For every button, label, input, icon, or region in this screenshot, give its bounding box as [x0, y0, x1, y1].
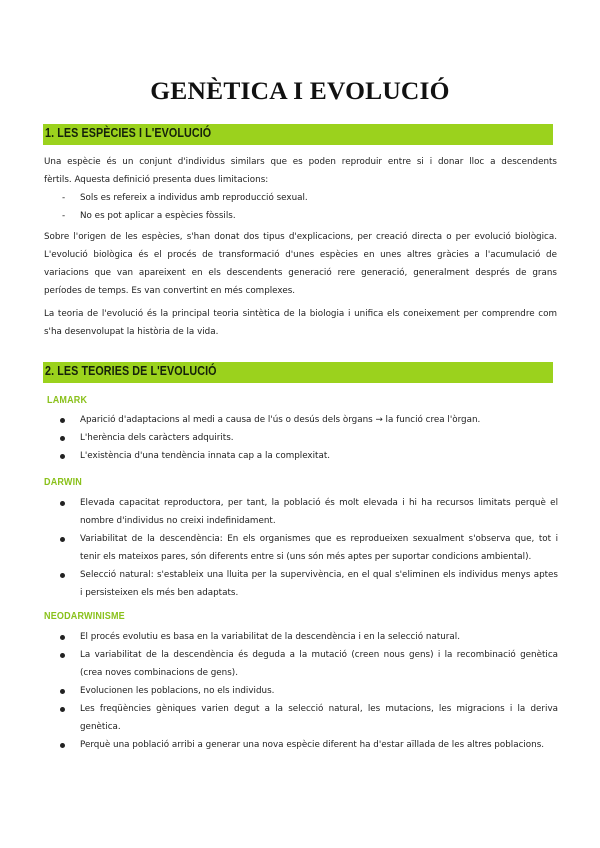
neodarwinisme-bullet-item: [58, 736, 558, 754]
bullet-icon: [60, 653, 65, 658]
dash-marker: -: [62, 211, 66, 221]
page-title: GENÈTICA I EVOLUCIÓ: [150, 76, 450, 105]
bullet-text-line-1: La variabilitat de la descendència és deguda a la mutació (creen nous gens) i la recombinació genètica: [80, 650, 558, 660]
section-1-paragraph-1-line-2: fèrtils. Aquesta definició presenta dues limitacions:: [44, 175, 269, 185]
section-1-paragraph-3-line-1: La teoria de l'evolució és la principal teoria sintètica de la biologia i unifica els coneixement per comprendre com: [44, 309, 557, 319]
bullet-text: El procés evolutiu es basa en la variabilitat de la descendència i en la selecció natural.: [80, 632, 460, 642]
darwin-subheading: DARWIN: [44, 476, 82, 488]
bullet-icon: [60, 573, 65, 578]
bullet-text: Aparició d'adaptacions al medi a causa de l'ús o desús dels òrgans → la funció crea l'òrgan.: [80, 415, 481, 425]
dash-item-text: Sols es refereix a individus amb reproducció sexual.: [80, 193, 308, 203]
neodarwinisme-bullet-item: [58, 700, 558, 736]
neodarwinisme-subheading: NEODARWINISME: [44, 610, 125, 622]
section-1-paragraph-2-line-4: períodes de temps. Es van convertint en més complexes.: [44, 286, 296, 296]
section-1-paragraph-3-line-2: s'ha desenvolupat la història de la vida.: [44, 327, 219, 337]
bullet-icon: [60, 454, 65, 459]
bullet-text-line-2: genètica.: [80, 722, 121, 732]
section-1-paragraph-2-line-3: variacions que van apareixent en els descendents generació rere generació, generalment després de grans: [44, 268, 557, 278]
lamark-subheading: LAMARK: [47, 394, 88, 406]
lamark-bullet-item: [58, 429, 558, 447]
section-1-paragraph-2-line-2: L'evolució biològica és el procés de transformació d'unes espècies en unes altres gràcies a l'acumulació de: [44, 250, 557, 260]
section-1-heading: 1. LES ESPÈCIES I L'EVOLUCIÓ: [45, 126, 212, 140]
bullet-icon: [60, 635, 65, 640]
section-1-heading-bar: [43, 124, 553, 145]
bullet-text-line-2: tenir els mateixos pares, són diferents entre si (uns són més aptes per suportar condicions ambiental).: [80, 552, 532, 562]
bullet-text-line-2: (crea noves combinacions de gens).: [80, 668, 238, 678]
darwin-bullet-item: [58, 494, 558, 530]
bullet-icon: [60, 707, 65, 712]
bullet-text-line-1: Variabilitat de la descendència: En els organismes que es reprodueixen sexualment s'observa que, tot i: [80, 534, 558, 544]
neodarwinisme-bullet-item: [58, 646, 558, 682]
section-2-heading-bar: [43, 362, 553, 383]
bullet-text-line-2: nombre d'individus no creixi indefinidament.: [80, 516, 276, 526]
bullet-icon: [60, 436, 65, 441]
section-1-paragraph-2-line-1: Sobre l'origen de les espècies, s'han donat dos tipus d'explicacions, per creació directa o per evolució biològica.: [44, 232, 557, 242]
bullet-text: L'existència d'una tendència innata cap a la complexitat.: [80, 451, 331, 461]
bullet-icon: [60, 689, 65, 694]
bullet-text-line-2: i persisteixen els més ben adaptats.: [80, 588, 239, 598]
lamark-bullet-item: [58, 447, 558, 465]
bullet-text: Perquè una població arribi a generar una nova espècie diferent ha d'estar aïllada de les altres poblacions.: [80, 740, 545, 750]
bullet-text-line-1: Les freqüències gèniques varien degut a la selecció natural, les mutacions, les migracions i la deriva: [80, 704, 558, 714]
bullet-icon: [60, 537, 65, 542]
dash-item-text: No es pot aplicar a espècies fòssils.: [80, 211, 236, 221]
section-1-paragraph-1-line-1: Una espècie és un conjunt d'individus similars que es poden reproduir entre si i donar lloc a descendents: [44, 157, 557, 167]
bullet-icon: [60, 501, 65, 506]
darwin-bullet-item: [58, 530, 558, 566]
lamark-bullet-item: [58, 411, 558, 429]
section-2-heading: 2. LES TEORIES DE L'EVOLUCIÓ: [45, 364, 217, 378]
bullet-icon: [60, 418, 65, 423]
bullet-text-line-1: Selecció natural: s'estableix una lluita per la supervivència, en el qual s'eliminen els individus menys aptes: [80, 570, 558, 580]
dash-marker: -: [62, 193, 66, 203]
darwin-bullet-item: [58, 566, 558, 602]
neodarwinisme-bullet-item: [58, 628, 558, 646]
bullet-text-line-1: Elevada capacitat reproductora, per tant, la població és molt elevada i hi ha recursos limitats perquè el: [80, 498, 558, 508]
bullet-icon: [60, 743, 65, 748]
bullet-text: L'herència dels caràcters adquirits.: [80, 433, 234, 443]
bullet-text: Evolucionen les poblacions, no els individus.: [80, 686, 275, 696]
neodarwinisme-bullet-item: [58, 682, 558, 700]
